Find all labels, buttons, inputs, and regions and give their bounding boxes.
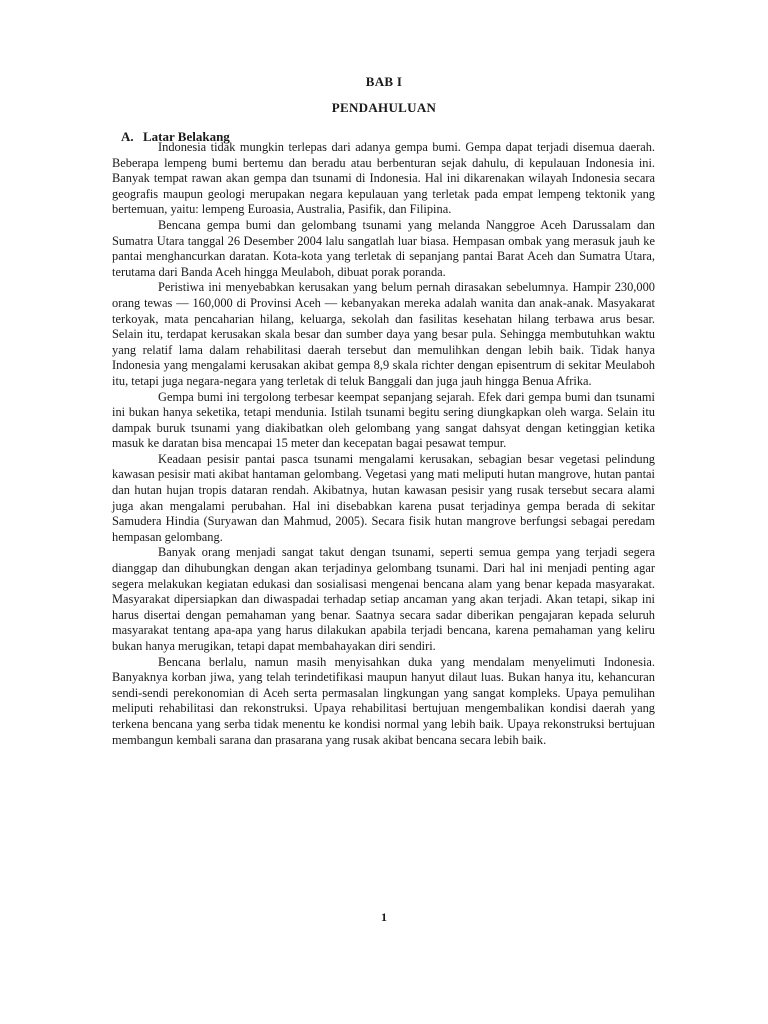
section-number: A. — [121, 129, 134, 144]
paragraph: Bencana gempa bumi dan gelombang tsunami yang melanda Nanggroe Aceh Darussalam dan Sumatra Utara tanggal 26 Desember 2004 lalu sangatlah luar biasa. Hempasan ombak yang merasuk jauh ke pantai menghancurkan daratan. Kota-kota yang terletak di sepanjang pantai Barat Aceh dan Sumatra Utara, terutama dari Banda Aceh hingga Meulaboh, dibuat porak poranda. — [112, 217, 655, 279]
body-text — [112, 140, 655, 748]
paragraph: Keadaan pesisir pantai pasca tsunami mengalami kerusakan, sebagian besar vegetasi pelindung kawasan pesisir mati akibat hantaman gelombang. Vegetasi yang mati meliputi hutan mangrove, hutan pantai dan hutan hujan tropis dataran rendah. Akibatnya, hutan kawasan pesisir yang rusak tersebut secara alami juga akan mengalami perubahan. Hal ini disebabkan karena pusat terjadinya gempa berada di sekitar Samudera Hindia (Suryawan dan Mahmud, 2005). Secara fisik hutan mangrove berfungsi sebagai peredam hempasan gelombang. — [112, 451, 655, 544]
paragraph: Indonesia tidak mungkin terlepas dari adanya gempa bumi. Gempa dapat terjadi disemua daerah. Beberapa lempeng bumi bertemu dan beradu atau berbenturan sejak dahulu, di kepulauan Indonesia ini. Banyak tempat rawan akan gempa dan tsunami di Indonesia. Hal ini dikarenakan wilayah Indonesia secara geografis maupun geologi merupakan negara kepulauan yang terletak pada empat lempeng tektonik yang bertemuan, yaitu: lempeng Euroasia, Australia, Pasifik, dan Filipina. — [112, 140, 655, 217]
paragraph: Bencana berlalu, namun masih menyisahkan duka yang mendalam menyelimuti Indonesia. Banyaknya korban jiwa, yang telah terindetifikasi maupun hanyut dilaut luas. Bukan hanya itu, kehancuran sendi-sendi perekonomian di Aceh serta permasalan lingkungan yang sangat kompleks. Upaya pemulihan meliputi rehabilitasi dan rekonstruksi. Upaya rehabilitasi bertujuan mengembalikan kondisi daerah yang terkena bencana yang serba tidak menentu ke kondisi normal yang lebih baik. Upaya rekonstruksi bertujuan membangun kembali sarana dan prasarana yang rusak akibat bencana secara lebih baik. — [112, 654, 655, 747]
paragraph: Banyak orang menjadi sangat takut dengan tsunami, seperti semua gempa yang terjadi segera dianggap dan dihubungkan dengan akan terjadinya gelombang tsunami. Dari hal ini menjadi penting agar segera melakukan kegiatan edukasi dan sosialisasi mengenai bencana alam yang benar kepada masyarakat. Masyarakat dipersiapkan dan diwaspadai terhadap setiap ancaman yang akan terjadi. Akan tetapi, sikap ini harus disertai dengan pemahaman yang benar. Saatnya secara sadar diberikan pengajaran kepada seluruh masyarakat tentang apa-apa yang harus dilakukan apabila terjadi bencana, karena pemahaman yang keliru bukan hanya merugikan, tetapi dapat membahayakan diri sendiri. — [112, 545, 655, 653]
paragraph: Peristiwa ini menyebabkan kerusakan yang belum pernah dirasakan sebelumnya. Hampir 230,000 orang tewas — 160,000 di Provinsi Aceh — kebanyakan mereka adalah wanita dan anak-anak. Masyakarat terkoyak, mata pencaharian hilang, keluarga, sekolah dan fasilitas kesehatan hilang terbawa arus besar. Selain itu, terdapat kerusakan skala besar dan sumber daya yang besar pula. Sehingga membutuhkan waktu yang relatif lama dalam rehabilitasi daerah tersebut dan memulihkan dengan lebih baik. Tidak hanya Indonesia yang mengalami kerusakan akibat gempa 8,9 skala richter dengan episentrum di sekitar Meulaboh itu, tetapi juga negara-negara yang terletak di teluk Banggali dan juga jauh hingga Benua Afrika. — [112, 280, 655, 388]
chapter-number: BAB I — [365, 74, 403, 89]
chapter-title: PENDAHULUAN — [331, 100, 437, 115]
page-number: 1 — [381, 910, 387, 924]
section-title: Latar Belakang — [143, 129, 230, 144]
paragraph: Gempa bumi ini tergolong terbesar keempat sepanjang sejarah. Efek dari gempa bumi dan tsunami ini bukan hanya seketika, tetapi mendunia. Istilah tsunami begitu sering diungkapkan oleh warga. Selain itu dampak buruk tsunami yang diakibatkan oleh gelombang yang sangat dahsyat dengan ketinggian ketika masuk ke daratan bisa mencapai 15 meter dan kecepatan bagai pesawat tempur. — [112, 389, 655, 451]
